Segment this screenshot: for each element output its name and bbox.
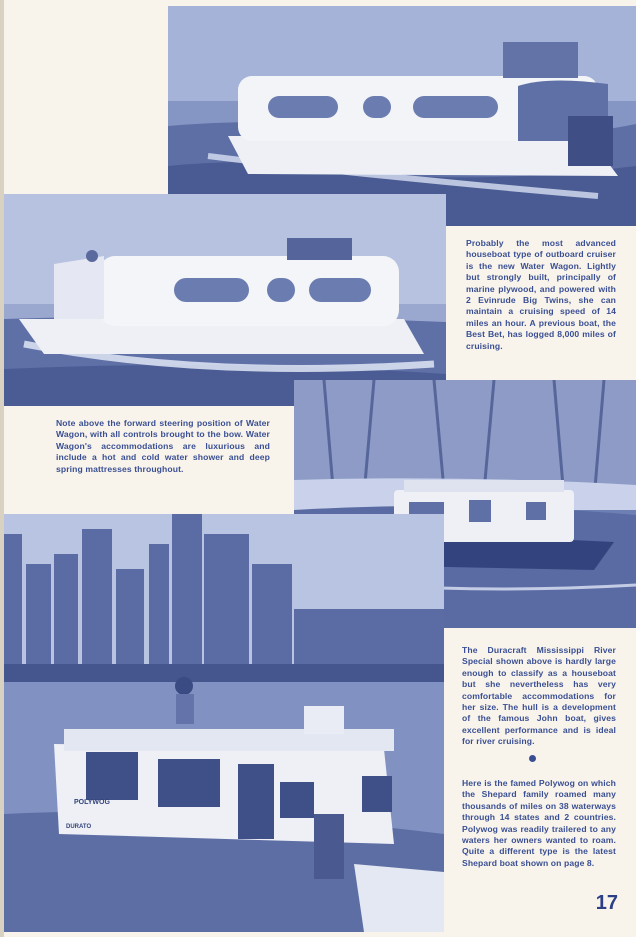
caption-separator-bullet	[529, 755, 536, 762]
photo-polywog-skyline	[4, 514, 444, 932]
caption-water-wagon: Probably the most advanced houseboat type of outboard cruiser is the new Water Wagon. Lightly but strongly built, principally of marine plywood, and powered with 2 Evinrude Big Twins, she can maintain a cruising speed of 14 miles an hour. A previous boat, the Best Bet, has logged 8,000 miles of cruising.	[466, 238, 616, 351]
caption-forward-steering: Note above the forward steering position of Water Wagon, with all controls brought to the bow. Water Wagon's accommodations are luxurious and include a hot and cold water shower and deep spring mattresses throughout.	[56, 418, 270, 474]
caption-duracraft: The Duracraft Mississippi River Special shown above is hardly large enough to classify as a houseboat but she nevertheless has very comfortable accommodations for her size. The hull is a development of the famous John boat, gives excellent performance and is ideal for river cruising.	[462, 645, 616, 747]
page-number: 17	[595, 892, 618, 914]
caption-polywog: Here is the famed Polywog on which the Shepard family roamed many thousands of miles on 38 waterways through 14 states and 2 countries. Polywog was readily trailered to any waters her owners wanted to roam. Quite a different type is the latest Shepard boat shown on page 8.	[462, 778, 616, 868]
photo-water-wagon-cruising	[168, 6, 636, 226]
polywog-bow-lettering: POLYWOG	[74, 799, 110, 806]
photo-water-wagon-forward-steering	[4, 194, 446, 406]
polywog-hull-lettering: DURATO	[66, 824, 92, 830]
